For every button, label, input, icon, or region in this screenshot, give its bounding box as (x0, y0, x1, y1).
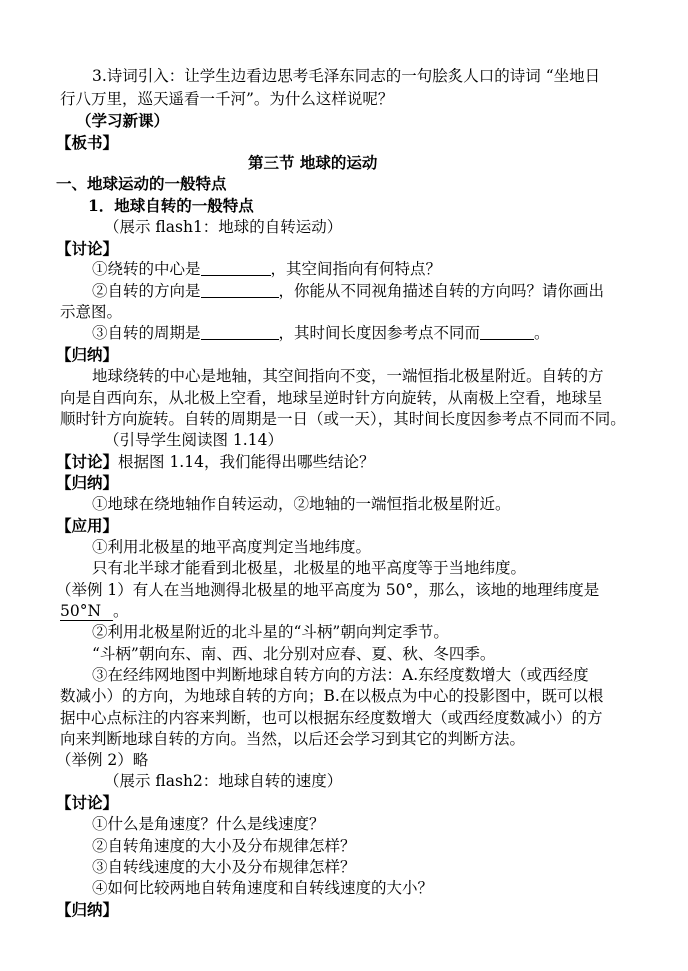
discussion-2-text: 根据图 1.14，我们能得出哪些结论？ (118, 453, 375, 471)
guide-reading: （引导学生阅读图 1.14） (104, 431, 283, 449)
intro-line-2: 行八万里，巡天遥看一千河”。为什么这样说呢？ (60, 90, 394, 108)
board-label: 【板书】 (56, 133, 119, 152)
apply-5-line-3: 据中心点标注的内容来判断，也可以根据东经度数增大（或西经度数减小）的方 (60, 709, 603, 727)
example-1-end: 。 (113, 602, 129, 620)
section-title: 第三节 地球的运动 (248, 153, 378, 172)
example-1-answer-line (60, 600, 129, 622)
apply-3: ②利用北极星附近的北斗星的“斗柄”朝向判定季节。 (92, 623, 449, 641)
discussion-label-2: 【讨论】 (56, 452, 119, 471)
apply-5-line-4: 向来判断地球自转的方向。当然，以后还会学习到其它的判断方法。 (60, 730, 526, 748)
example-2: （举例 2）略 (56, 751, 149, 769)
apply-2: 只有北半球才能看到北极星，北极星的地平高度等于当地纬度。 (92, 559, 527, 577)
heading-general-features: 一、地球运动的一般特点 (56, 174, 227, 193)
example-1: （举例 1）有人在当地测得北极星的地平高度为 50°，那么，该地的地理纬度是 (56, 581, 600, 599)
discussion-3-q1: ①什么是角速度？什么是线速度？ (92, 815, 325, 833)
blank-period (201, 323, 279, 340)
summary-1-line-2: 向是自西向东，从北极上空看，地球呈逆时针方向旋转，从南极上空看，地球呈 (60, 389, 603, 407)
question-period-c: 。 (534, 324, 550, 342)
intro-line-1: 3.诗词引入：让学生边看边思考毛泽东同志的一句脍炙人口的诗词 “坐地日 (92, 67, 601, 85)
apply-5-line-2: 数减小）的方向，为地球自转的方向；B.在以极点为中心的投影图中，既可以根 (60, 687, 604, 705)
apply-5-line-1: ③在经纬网地图中判断地球自转方向的方法：A.东经度数增大（或西经度 (92, 666, 589, 684)
discussion-3-q2: ②自转角速度的大小及分布规律怎样？ (92, 837, 356, 855)
apply-4: “斗柄”朝向东、南、西、北分别对应春、夏、秋、冬四季。 (92, 645, 496, 663)
summary-1-line-3: 顺时针方向旋转。自转的周期是一日（或一天），其时间长度因参考点不同而不同。 (60, 410, 626, 428)
show-flash-2: （展示 flash2：地球自转的速度） (104, 772, 343, 790)
apply-label: 【应用】 (56, 516, 119, 535)
blank-direction (201, 281, 279, 298)
example-1-answer: 50°N (60, 602, 113, 621)
show-flash-1: （展示 flash1：地球的自转运动） (104, 218, 343, 236)
summary-2-text: ①地球在绕地轴作自转运动，②地轴的一端恒指北极星附近。 (92, 495, 511, 513)
question-direction-c: 示意图。 (60, 303, 123, 321)
summary-label-3: 【归纳】 (56, 900, 119, 919)
heading-rotation-features: 1．地球自转的一般特点 (88, 196, 254, 215)
question-direction (92, 280, 604, 302)
blank-period-ref (480, 323, 534, 340)
question-direction-b: ，你能从不同视角描述自转的方向吗？请你画出 (278, 282, 605, 300)
question-period-a: ③自转的周期是 (92, 324, 201, 342)
question-center-b: ，其空间指向有何特点？ (270, 260, 442, 278)
discussion-3-q4: ④如何比较两地自转角速度和自转线速度的大小？ (92, 879, 434, 897)
discussion-3-q3: ③自转线速度的大小及分布规律怎样？ (92, 858, 356, 876)
question-period (92, 322, 550, 344)
question-period-b: ，其时间长度因参考点不同而 (278, 324, 481, 342)
question-direction-a: ②自转的方向是 (92, 282, 201, 300)
discussion-label-3: 【讨论】 (56, 793, 119, 812)
discussion-2 (56, 451, 374, 473)
summary-1-line-1: 地球绕转的中心是地轴，其空间指向不变，一端恒指北极星附近。自转的方 (92, 367, 604, 385)
question-center-a: ①绕转的中心是 (92, 260, 201, 278)
section-new-lesson: （学习新课） (76, 111, 170, 130)
discussion-label-1: 【讨论】 (56, 239, 119, 258)
summary-label-1: 【归纳】 (56, 345, 119, 364)
blank-center (201, 259, 271, 276)
apply-1: ①利用北极星的地平高度判定当地纬度。 (92, 538, 372, 556)
summary-label-2: 【归纳】 (56, 473, 119, 492)
question-center (92, 258, 441, 280)
